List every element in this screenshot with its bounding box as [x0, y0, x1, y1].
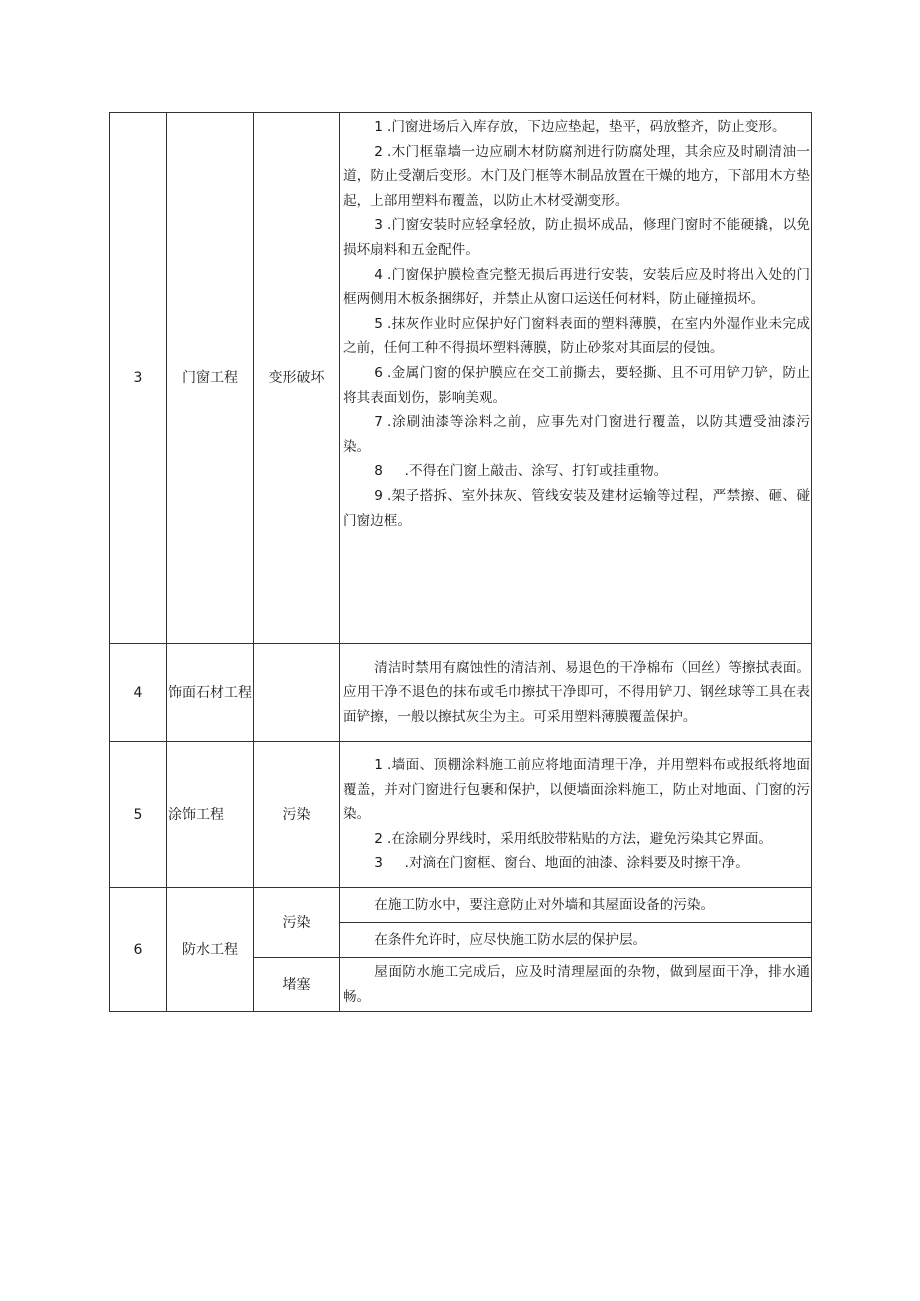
table-row — [110, 644, 812, 742]
measure-item: 1 .门窗进场后入库存放，下边应垫起，垫平，码放整齐，防止变形。 — [374, 119, 786, 135]
measure-item: 3 .对滴在门窗框、窗台、地面的油漆、涂料要及时擦干净。 — [374, 855, 749, 872]
project-name-text: 涂饰工程 — [168, 806, 224, 823]
measure-item: 2 .木门框靠墙一边应刷木材防腐剂进行防腐处理，其余应及时刷清油一道，防止受潮后变形。木门及门框等木制品放置在干燥的地方，下部用木方垫起，上部用塑料布覆盖，以防止木材受潮变形。 — [343, 143, 810, 209]
measure-text: 清洁时禁用有腐蚀性的清洁剂、易退色的干净棉布（回丝）等擦拭表面。应用干净不退色的抹布或毛巾擦拭干净即可，不得用铲刀、钢丝球等工具在表面铲擦，一般以擦拭灰尘为主。可采用塑料薄膜覆盖保护。 — [343, 659, 810, 725]
measures-cell — [340, 923, 812, 958]
measure-text: 在施工防水中，要注意防止对外墙和其屋面设备的污染。 — [374, 896, 715, 913]
row-number: 4 — [110, 644, 167, 742]
measures-cell — [340, 644, 812, 742]
project-name — [167, 644, 254, 742]
measure-text: 在条件允许时，应尽快施工防水层的保护层。 — [374, 931, 647, 948]
project-name — [167, 113, 254, 644]
measures-cell — [340, 742, 812, 888]
measures-cell — [340, 958, 812, 1012]
table-row — [110, 888, 812, 923]
table-row — [110, 742, 812, 888]
measures-cell — [340, 113, 812, 644]
row-number: 3 — [110, 113, 167, 644]
measure-item: 6 .金属门窗的保护膜应在交工前撕去，要轻撕、且不可用铲刀铲，防止将其表面划伤，影响美观。 — [343, 364, 810, 406]
measure-item: 2 .在涂刷分界线时，采用纸胶带粘贴的方法，避免污染其它界面。 — [374, 830, 772, 847]
project-name-text: 门窗工程 — [182, 370, 238, 386]
issue-type-text: 变形破坏 — [268, 370, 325, 386]
issue-type: 污染 — [254, 888, 340, 958]
measure-item: 1 .墙面、顶棚涂料施工前应将地面清理干净，并用塑料布或报纸将地面覆盖，并对门窗进行包裹和保护，以便墙面涂料施工，防止对地面、门窗的污染。 — [343, 757, 810, 823]
issue-type: 堵塞 — [254, 958, 340, 1012]
project-name-text: 饰面石材工程 — [168, 684, 252, 701]
measure-item: 5 .抹灰作业时应保护好门窗料表面的塑料薄膜，在室内外湿作业未完成之前，任何工种不得损坏塑料薄膜，防止砂浆对其面层的侵蚀。 — [343, 315, 810, 357]
project-name — [167, 888, 254, 1012]
measure-item: 8 .不得在门窗上敲击、涂写、打钉或挂重物。 — [374, 463, 668, 480]
measures-cell — [340, 888, 812, 923]
table-row — [110, 113, 812, 644]
measure-item: 3 .门窗安装时应轻拿轻放，防止损坏成品，修理门窗时不能硬撬，以免损坏扇料和五金配件。 — [343, 217, 810, 258]
row-number: 6 — [110, 888, 167, 1012]
row-number: 5 — [110, 742, 167, 888]
protection-measures-table — [109, 112, 812, 1012]
issue-type — [254, 113, 340, 644]
project-name-text: 防水工程 — [182, 941, 238, 958]
measure-item: 7 .涂刷油漆等涂料之前，应事先对门窗进行覆盖，以防其遭受油漆污染。 — [343, 414, 810, 455]
measure-text: 屋面防水施工完成后，应及时清理屋面的杂物，做到屋面干净，排水通畅。 — [343, 964, 810, 1005]
issue-type — [254, 644, 340, 742]
measure-item: 9 .架子搭拆、室外抹灰、管线安装及建材运输等过程，严禁擦、砸、碰门窗边框。 — [343, 487, 810, 529]
project-name — [167, 742, 254, 888]
issue-type: 污染 — [254, 742, 340, 888]
measure-item: 4 .门窗保护膜检查完整无损后再进行安装，安装后应及时将出入处的门框两侧用木板条捆绑好，并禁止从窗口运送任何材料，防止碰撞损坏。 — [343, 266, 810, 308]
